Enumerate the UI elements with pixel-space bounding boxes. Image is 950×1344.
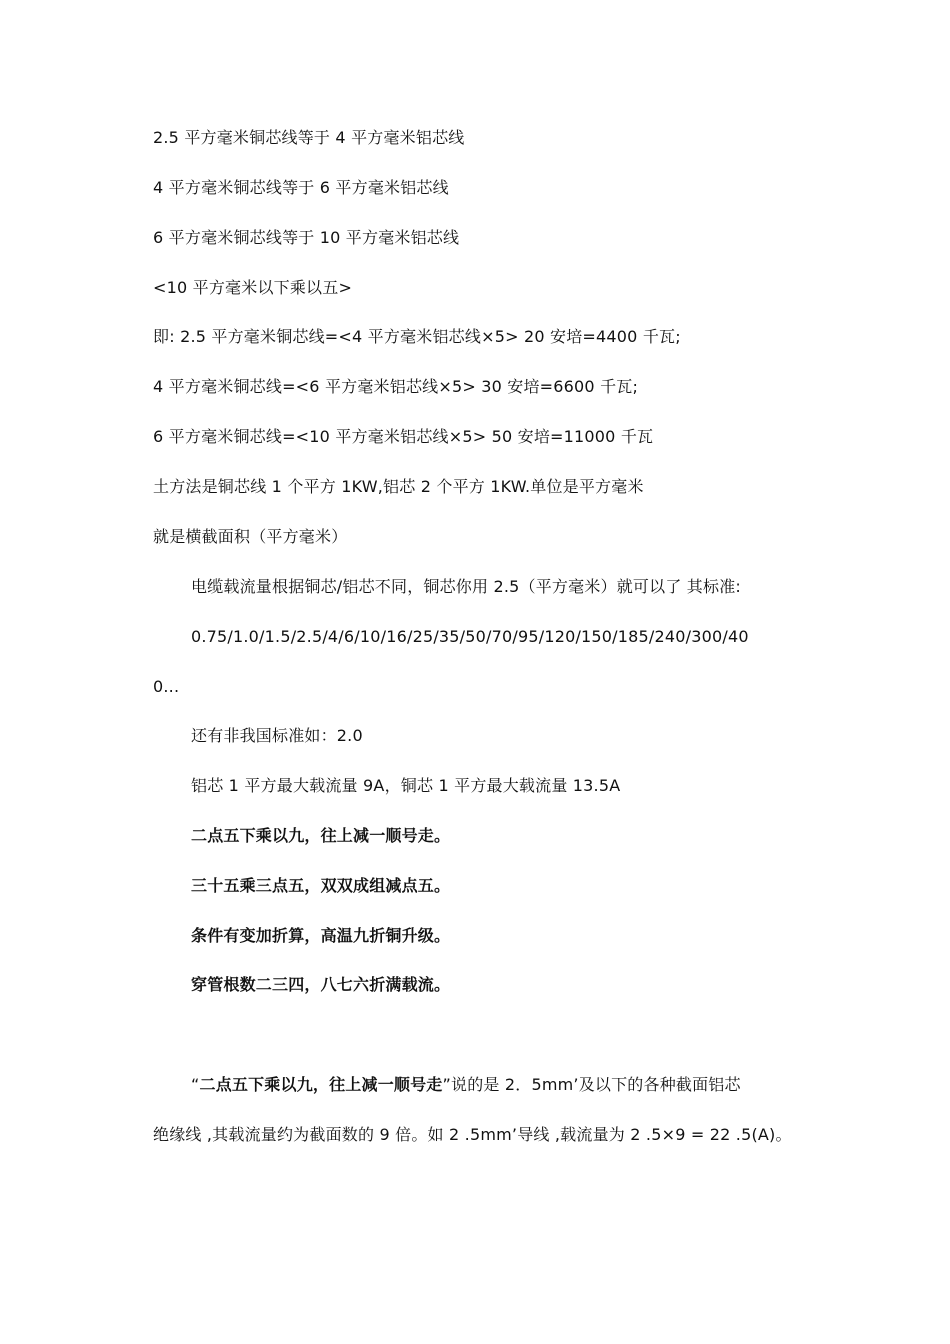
explanation-line-1 [191, 1074, 741, 1096]
text-line-1: 2.5 平方毫米铜芯线等于 4 平方毫米铝芯线 [153, 128, 465, 147]
standard-intro: 电缆载流量根据铜芯/铝芯不同，铜芯你用 2.5（平方毫米）就可以了 其标准: [191, 577, 741, 596]
explanation-line-2: 绝缘线 ,其载流量约为截面数的 9 倍。如 2 .5mm’导线 ,载流量为 2 .5×9 = 22 .5(A)。 [153, 1125, 792, 1144]
max-current-note: 铝芯 1 平方最大载流量 9A，铜芯 1 平方最大载流量 13.5A [191, 776, 621, 795]
standard-values-continued: 0... [153, 677, 180, 696]
mnemonic-line-4: 穿管根数二三四，八七六折满载流。 [191, 975, 451, 994]
text-line-4: <10 平方毫米以下乘以五> [153, 278, 353, 297]
text-line-9: 就是横截面积（平方毫米） [153, 527, 348, 546]
text-line-5: 即: 2.5 平方毫米铜芯线=<4 平方毫米铝芯线×5> 20 安培=4400 千瓦; [153, 327, 681, 346]
text-line-6: 4 平方毫米铜芯线=<6 平方毫米铝芯线×5> 30 安培=6600 千瓦; [153, 377, 639, 396]
mnemonic-line-1: 二点五下乘以九，往上减一顺号走。 [191, 826, 451, 845]
mnemonic-line-3: 条件有变加折算，高温九折铜升级。 [191, 926, 451, 945]
nonstandard-note: 还有非我国标准如：2.0 [191, 726, 363, 745]
explanation-quote-bold: 二点五下乘以九，往上减一顺号走 [199, 1075, 443, 1094]
quote-open: “ [191, 1075, 200, 1094]
text-line-3: 6 平方毫米铜芯线等于 10 平方毫米铝芯线 [153, 228, 460, 247]
text-line-7: 6 平方毫米铜芯线=<10 平方毫米铝芯线×5> 50 安培=11000 千瓦 [153, 427, 654, 446]
standard-values: 0.75/1.0/1.5/2.5/4/6/10/16/25/35/50/70/95/120/150/185/240/300/40 [191, 627, 749, 646]
explanation-rest: ”说的是 2．5mm’及以下的各种截面铝芯 [442, 1075, 741, 1094]
mnemonic-line-2: 三十五乘三点五，双双成组减点五。 [191, 876, 451, 895]
text-line-2: 4 平方毫米铜芯线等于 6 平方毫米铝芯线 [153, 178, 449, 197]
text-line-8: 土方法是铜芯线 1 个平方 1KW,铝芯 2 个平方 1KW.单位是平方毫米 [153, 477, 644, 496]
